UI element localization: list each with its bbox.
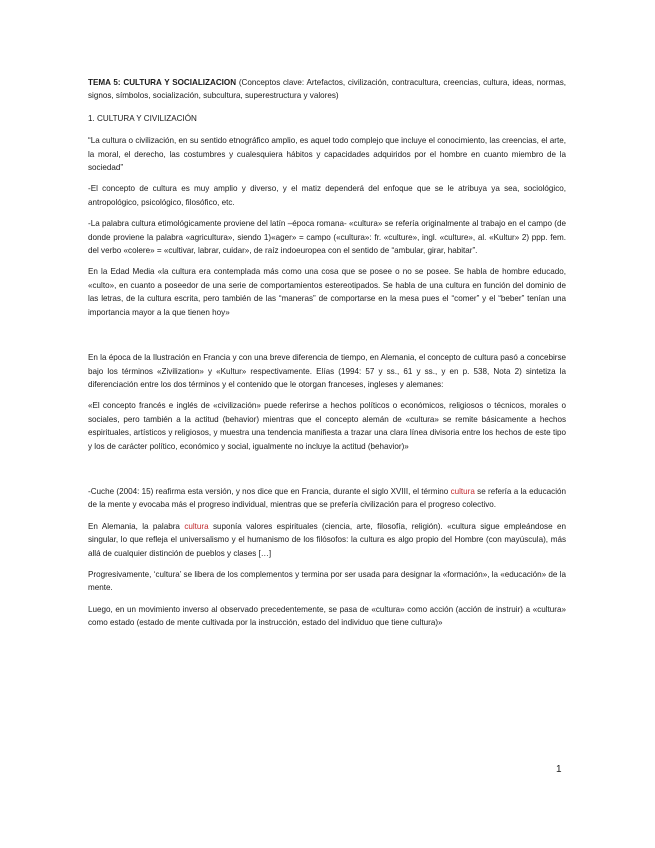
paragraph-enlightenment: En la época de la Ilustración en Francia y con una breve diferencia de tiempo, en Alemania, el concepto de cultura pasó a concebirse bajo los términos «Zivilization» y «Kultur» respectivamente. Elías (1994: 57 y ss., 61 y ss., y en p. 538, Nota 2) sintetiza la diferenciación entre los dos términos y el contenido que le otorgan franceses, ingleses y alemanes:: [88, 353, 566, 389]
paragraph-progressively: Progresivamente, ‘cultura’ se libera de los complementos y termina por ser usada para designar la «formación», la «educación» de la mente.: [88, 569, 566, 593]
document-title: TEMA 5: CULTURA Y SOCIALIZACION: [88, 78, 237, 87]
highlighted-term: cultura: [184, 521, 209, 531]
paragraph-concept: -El concepto de cultura es muy amplio y diverso, y el matiz dependerá del enfoque que se le atribuya ya sea, sociológico, antropológico, psicológico, filosófico, etc.: [88, 184, 566, 207]
paragraph-middle-ages: En la Edad Media «la cultura era contemplada más como una cosa que se posee o no se posee. Se habla de hombre educado, «culto», en cuanto a poseedor de una serie de comportamientos estereotipados. Se habla de una cultura en función del dominio de las letras, de la cultura escrita, pero también de las “maneras” de comportarse en la mesa pues el “comer” y el “beber” tenían una importancia mayor a la que tienen hoy»: [88, 267, 566, 317]
page-number: 1: [556, 764, 562, 775]
paragraph-etymology: -La palabra cultura etimológicamente proviene del latín –época romana- «cultura» se refería originalmente al trabajo en el campo (de donde proviene la palabra «agricultura», siendo 1)«ager» = campo («cultura»: fr. «culture», ingl. «culture», al. «Kultur» 2) ppp. fem. del verbo «colere» = «cultivar, labrar, cuidar», de raíz indoeuropea con el sentido de “ambular, girar, habitar”.: [88, 219, 566, 256]
paragraph-elias-quote: «El concepto francés e inglés de «civilización» puede referirse a hechos políticos o económicos, religiosos o técnicos, morales o sociales, pero también a la actitud (behavior) mientras que el concepto alemán de «cultura» se remite básicamente a hechos espirituales, artísticos y religiosos, y muestra una tendencia manifiesta a trazar una clara línea divisoria entre los hechos de este tipo y los de carácter político, económico y social, igualmente no incluye la actitud (behavior)»: [88, 401, 566, 451]
document-page: [88, 76, 566, 630]
paragraph-definition: “La cultura o civilización, en su sentido etnográfico amplio, es aquel todo complejo que incluye el conocimiento, las creencias, el arte, la moral, el derecho, las costumbres y cualesquiera hábitos y capacidades adquiridos por el hombre en cuanto miembro de la sociedad”: [88, 136, 566, 173]
section-title: 1. CULTURA Y CIVILIZACIÓN: [88, 113, 197, 123]
paragraph-inverse-movement: Luego, en un movimiento inverso al observado precedentemente, se pasa de «cultura» como acción (acción de instruir) a «cultura» como estado (estado de mente cultivada por la instrucción, estado del individuo que tiene cultura)»: [88, 604, 566, 628]
key-concepts: (Conceptos clave: Artefactos, civilización, contracultura, creencias, cultura, ideas, normas, signos, símbolos, socialización, subcultura, superestructura y valores): [88, 78, 566, 101]
paragraph-germany: En Alemania, la palabra cultura suponía valores espirituales (ciencia, arte, filosofía, religión). «cultura sigue empleándose en singular, lo que refleja el universalismo y el humanismo de los filósofos: la cultura es algo propio del Hombre (con mayúscula), más allá de cualquier distinción de pueblos y clases […]: [88, 521, 566, 558]
document-heading: [88, 76, 566, 103]
highlighted-term: cultura: [450, 486, 475, 496]
paragraph-cuche: -Cuche (2004: 15) reafirma esta versión, y nos dice que en Francia, durante el siglo XVIII, el término cultura se refería a la educación de la mente y evocaba más el progreso individual, mientras que se prefería civilización para el progreso colectivo.: [88, 486, 567, 510]
